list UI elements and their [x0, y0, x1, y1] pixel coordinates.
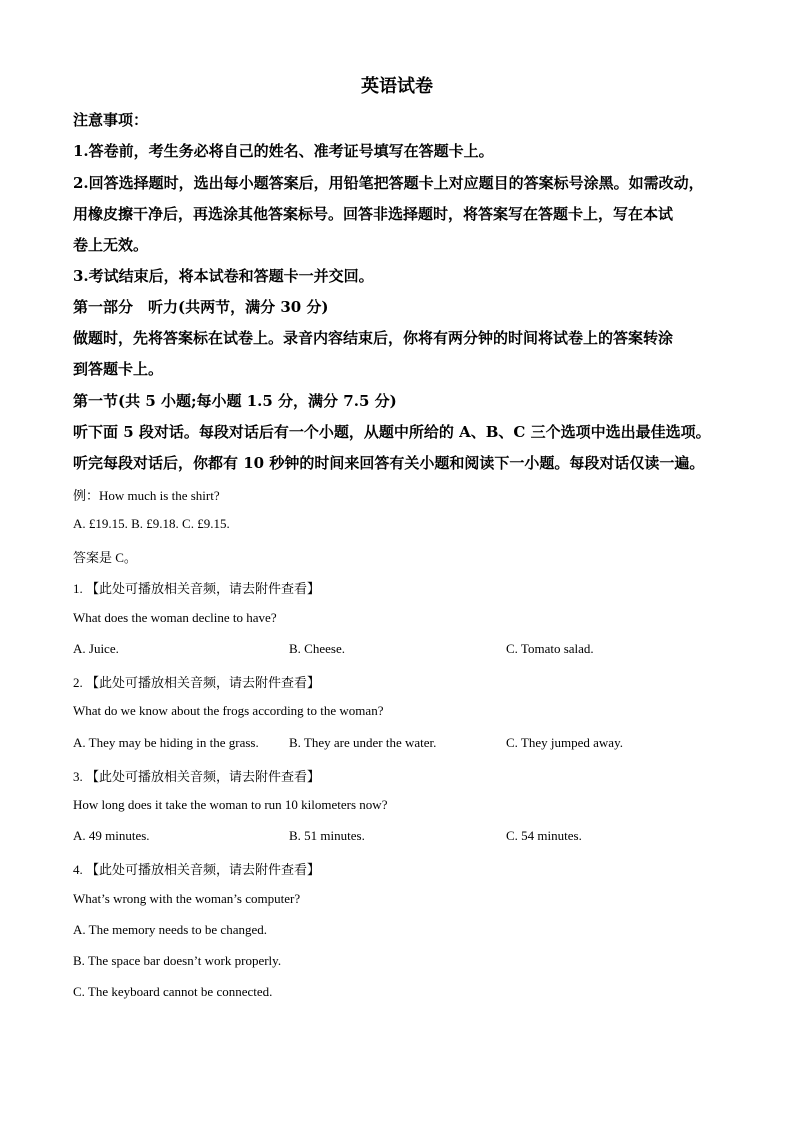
- example-question: 例：How much is the shirt?: [73, 488, 220, 503]
- question-2-option-a: A. They may be hiding in the grass.: [73, 735, 259, 750]
- notice-item-2-line-3: 卷上无效。: [73, 236, 149, 254]
- question-2-option-c: C. They jumped away.: [506, 735, 623, 750]
- example-answer: 答案是 C。: [73, 550, 137, 565]
- section1-instruction-line-2: 听完每段对话后，你都有 10 秒钟的时间来回答有关小题和阅读下一小题。每段对话仅读一遍。: [73, 454, 705, 472]
- notice-item-2-line-2: 用橡皮擦干净后，再选涂其他答案标号。回答非选择题时，将答案写在答题卡上，写在本试: [73, 205, 674, 223]
- part1-intro-line-2: 到答题卡上。: [73, 360, 164, 378]
- question-3-option-c: C. 54 minutes.: [506, 828, 582, 843]
- question-1-option-c: C. Tomato salad.: [506, 641, 594, 656]
- notice-item-3: 3.考试结束后，将本试卷和答题卡一并交回。: [73, 267, 374, 285]
- part1-heading: 第一部分 听力(共两节，满分 30 分): [73, 298, 329, 316]
- question-1-text: What does the woman decline to have?: [73, 610, 277, 625]
- question-2-option-b: B. They are under the water.: [289, 735, 437, 750]
- notice-heading: 注意事项：: [73, 111, 149, 129]
- question-2-text: What do we know about the frogs according to the woman?: [73, 703, 384, 718]
- page-title: 英语试卷: [361, 76, 433, 97]
- question-4-audio-note: 4. 【此处可播放相关音频，请去附件查看】: [73, 862, 321, 877]
- section1-heading: 第一节(共 5 小题;每小题 1.5 分，满分 7.5 分): [73, 392, 397, 410]
- question-4-option-b: B. The space bar doesn’t work properly.: [73, 953, 282, 968]
- example-options: A. £19.15. B. £9.18. C. £9.15.: [73, 516, 230, 531]
- notice-item-2-line-1: 2.回答选择题时，选出每小题答案后，用铅笔把答题卡上对应题目的答案标号涂黑。如需改动，: [73, 174, 704, 192]
- question-1-option-a: A. Juice.: [73, 641, 119, 656]
- question-3-audio-note: 3. 【此处可播放相关音频，请去附件查看】: [73, 769, 321, 784]
- part1-intro-line-1: 做题时，先将答案标在试卷上。录音内容结束后，你将有两分钟的时间将试卷上的答案转涂: [73, 329, 674, 347]
- question-1-audio-note: 1. 【此处可播放相关音频，请去附件查看】: [73, 581, 321, 596]
- question-2-audio-note: 2. 【此处可播放相关音频，请去附件查看】: [73, 675, 321, 690]
- notice-item-1: 1.答卷前，考生务必将自己的姓名、准考证号填写在答题卡上。: [73, 142, 494, 160]
- question-4-option-a: A. The memory needs to be changed.: [73, 922, 267, 937]
- question-1-option-b: B. Cheese.: [289, 641, 345, 656]
- section1-instruction-line-1: 听下面 5 段对话。每段对话后有一个小题，从题中所给的 A、B、C 三个选项中选出最佳选项。: [73, 423, 711, 441]
- question-4-option-c: C. The keyboard cannot be connected.: [73, 984, 273, 999]
- question-4-text: What’s wrong with the woman’s computer?: [73, 891, 301, 906]
- question-3-text: How long does it take the woman to run 10 kilometers now?: [73, 797, 388, 812]
- question-3-option-a: A. 49 minutes.: [73, 828, 150, 843]
- question-3-option-b: B. 51 minutes.: [289, 828, 365, 843]
